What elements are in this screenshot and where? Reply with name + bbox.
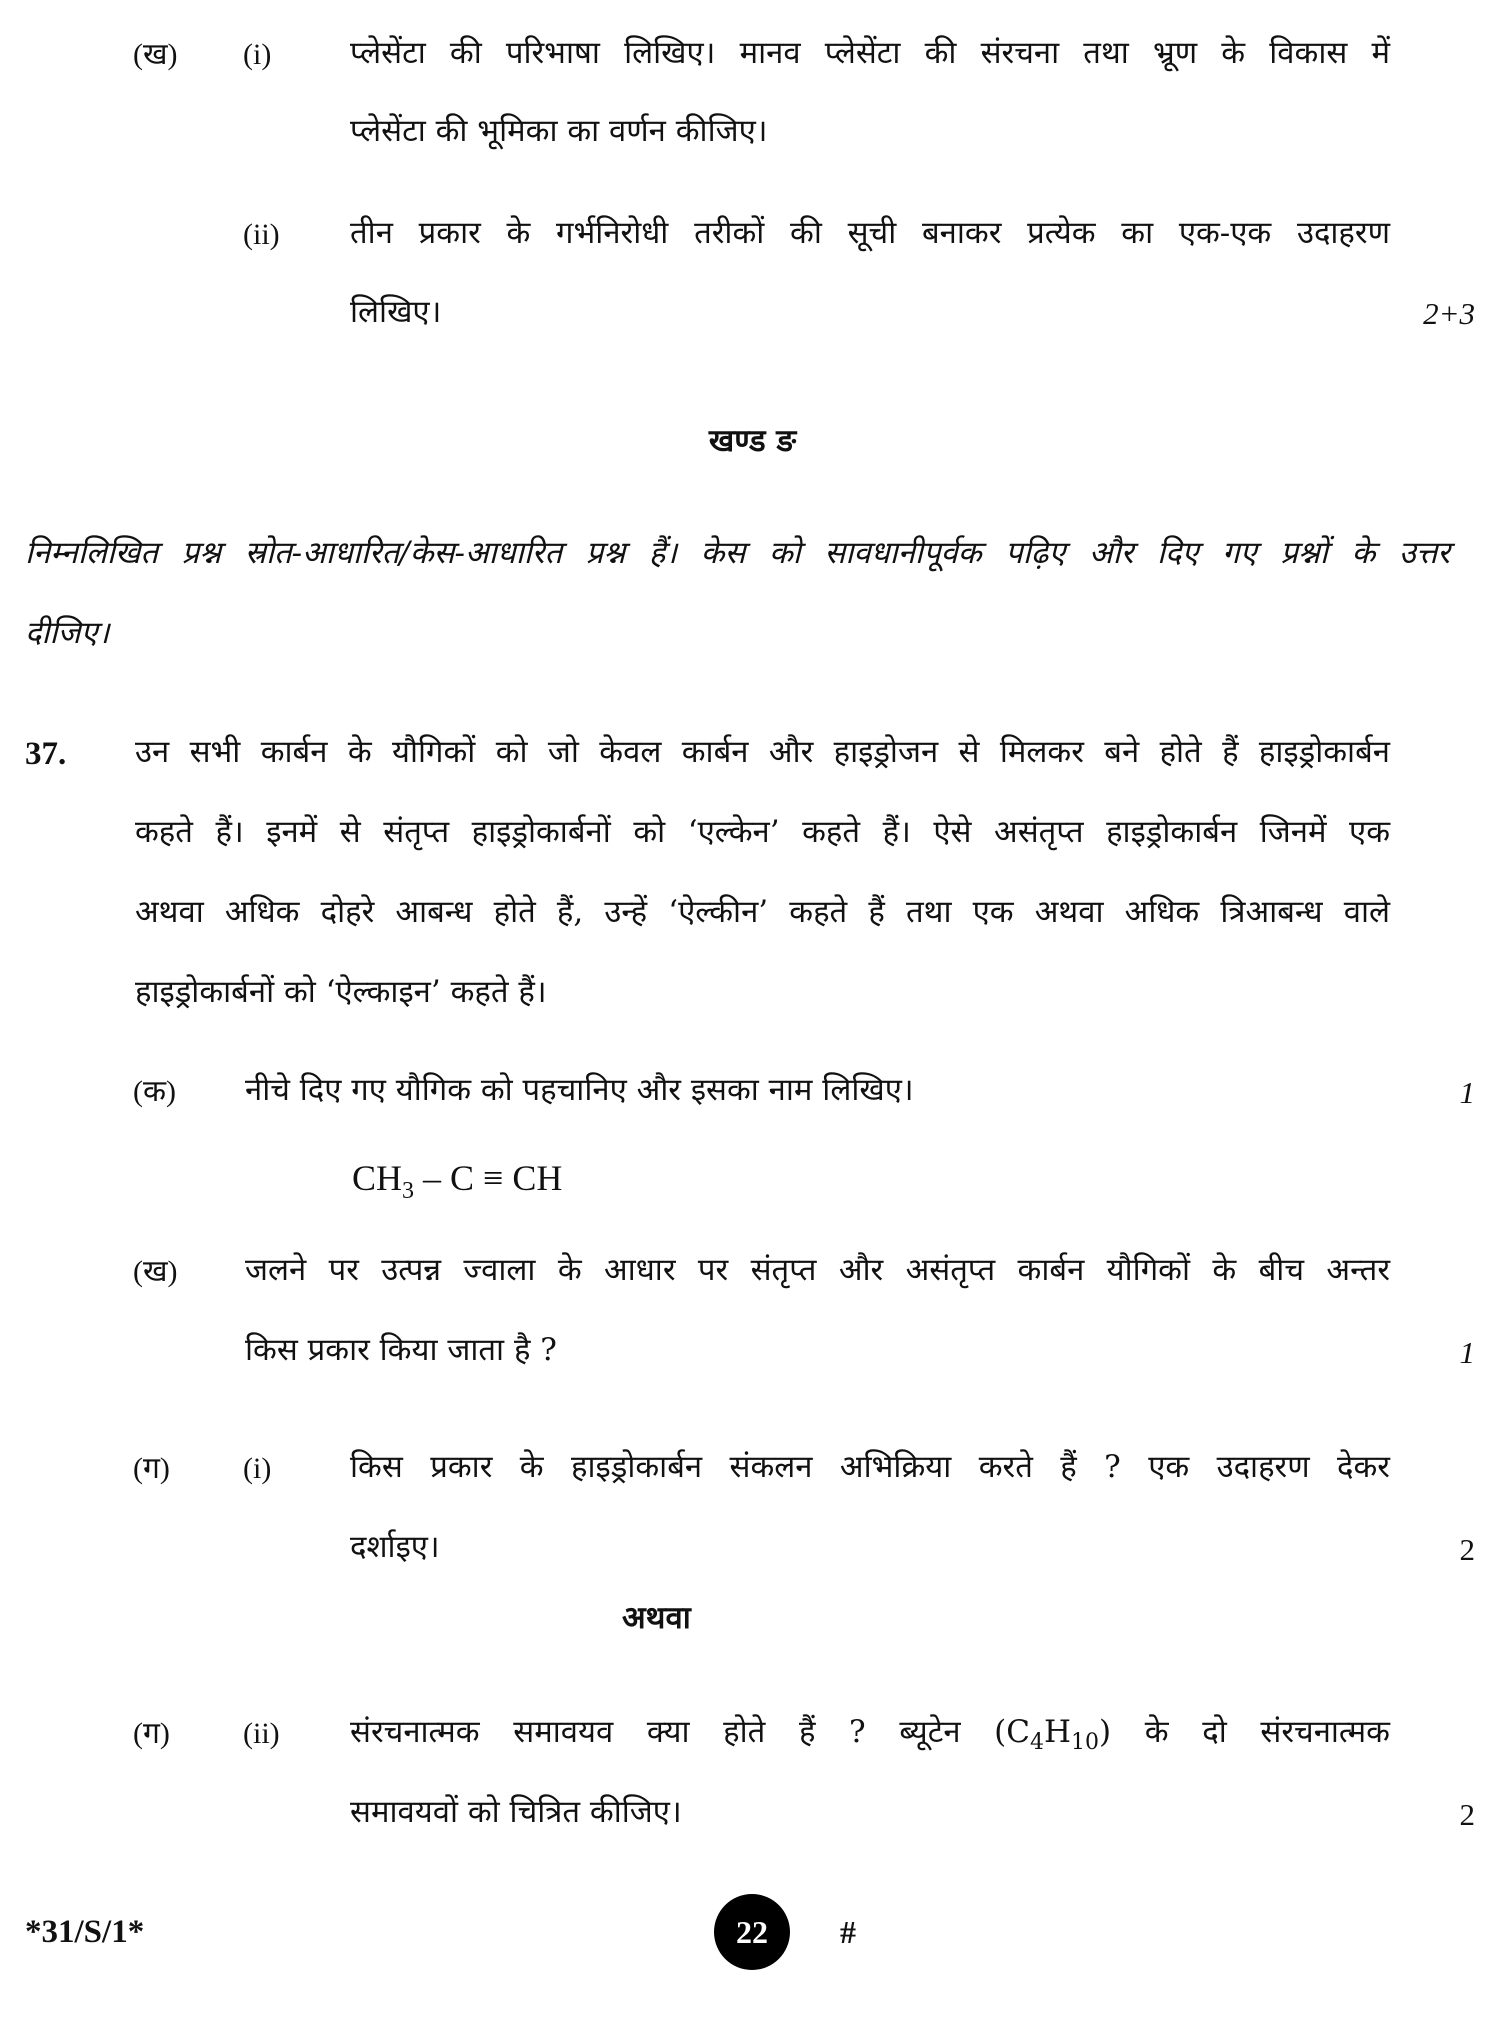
part-c-i-label: (i) (243, 1452, 272, 1485)
text-segment: H (1043, 1714, 1072, 1750)
prev-part-ii-label: (ii) (243, 218, 280, 251)
prev-question-marks: 2+3 (1423, 296, 1475, 331)
prev-part-ii-line2: लिखिए। (350, 294, 442, 330)
text-segment: संरचनात्मक समावयव क्या होते हैं ? ब्यूटेन (C (350, 1714, 1030, 1750)
prev-part-i-label: (i) (243, 38, 272, 71)
or-label: अथवा (622, 1600, 691, 1636)
part-c-ii-line1 (350, 1714, 1390, 1755)
text-segment: ) के दो संरचनात्मक (1099, 1714, 1390, 1750)
page-number: 22 (736, 1913, 768, 1950)
part-c-ii-label: (ii) (243, 1717, 280, 1750)
paper-code: *31/S/1* (25, 1914, 145, 1950)
part-c-label: (ग) (133, 1452, 170, 1485)
formula-ch: CH (352, 1158, 403, 1198)
part-c-i-line2: दर्शाइए। (350, 1529, 440, 1565)
passage-line: अथवा अधिक दोहरे आबन्ध होते हैं, उन्हें ‘ऐल्कीन’ कहते हैं तथा एक अथवा अधिक त्रिआबन्ध वाले (135, 894, 1390, 930)
page-number-badge (714, 1894, 790, 1970)
prev-question-label: (ख) (133, 38, 178, 71)
part-b-line2: किस प्रकार किया जाता है ? (245, 1332, 557, 1368)
part-b-marks: 1 (1459, 1335, 1475, 1370)
section-instruction-line1: निम्नलिखित प्रश्न स्रोत-आधारित/केस-आधारित प्रश्न हैं। केस को सावधानीपूर्वक पढ़िए और दिए गए प्रश्नों के उत्तर (25, 535, 1450, 571)
part-c-ii-marks: 2 (1459, 1797, 1475, 1832)
prev-part-i-line2: प्लेसेंटा की भूमिका का वर्णन कीजिए। (350, 113, 768, 149)
subscript: 4 (1029, 1730, 1044, 1755)
part-c-label: (ग) (133, 1717, 170, 1750)
part-c-i-line1: किस प्रकार के हाइड्रोकार्बन संकलन अभिक्रिया करते हैं ? एक उदाहरण देकर (350, 1449, 1390, 1485)
formula-subscript: 3 (402, 1178, 415, 1204)
chemical-formula (352, 1160, 562, 1203)
passage-line: हाइड्रोकार्बनों को ‘ऐल्काइन’ कहते हैं। (135, 974, 547, 1010)
hash-mark: # (840, 1914, 856, 1950)
part-a-marks: 1 (1459, 1075, 1475, 1110)
part-b-label: (ख) (133, 1255, 178, 1288)
part-c-ii-line2: समावयवों को चित्रित कीजिए। (350, 1794, 682, 1830)
section-title: खण्ड ङ (708, 423, 797, 459)
part-a-label: (क) (133, 1075, 177, 1108)
prev-part-i-line1: प्लेसेंटा की परिभाषा लिखिए। मानव प्लेसेंटा की संरचना तथा भ्रूण के विकास में (350, 35, 1390, 71)
prev-part-ii-line1: तीन प्रकार के गर्भनिरोधी तरीकों की सूची बनाकर प्रत्येक का एक-एक उदाहरण (350, 215, 1390, 251)
question-number: 37. (25, 736, 67, 772)
section-instruction-line2: दीजिए। (25, 615, 110, 651)
part-c-i-marks: 2 (1459, 1532, 1475, 1567)
passage-line: कहते हैं। इनमें से संतृप्त हाइड्रोकार्बनों को ‘एल्केन’ कहते हैं। ऐसे असंतृप्त हाइड्रोकार्बन जिनमें एक (135, 814, 1390, 850)
part-b-line1: जलने पर उत्पन्न ज्वाला के आधार पर संतृप्त और असंतृप्त कार्बन यौगिकों के बीच अन्तर (245, 1252, 1390, 1288)
formula-rest: – C ≡ CH (414, 1158, 563, 1198)
subscript: 10 (1071, 1730, 1100, 1755)
passage-line: उन सभी कार्बन के यौगिकों को जो केवल कार्बन और हाइड्रोजन से मिलकर बने होते हैं हाइड्रोकार्बन (135, 734, 1390, 770)
part-a-text: नीचे दिए गए यौगिक को पहचानिए और इसका नाम लिखिए। (245, 1072, 914, 1108)
